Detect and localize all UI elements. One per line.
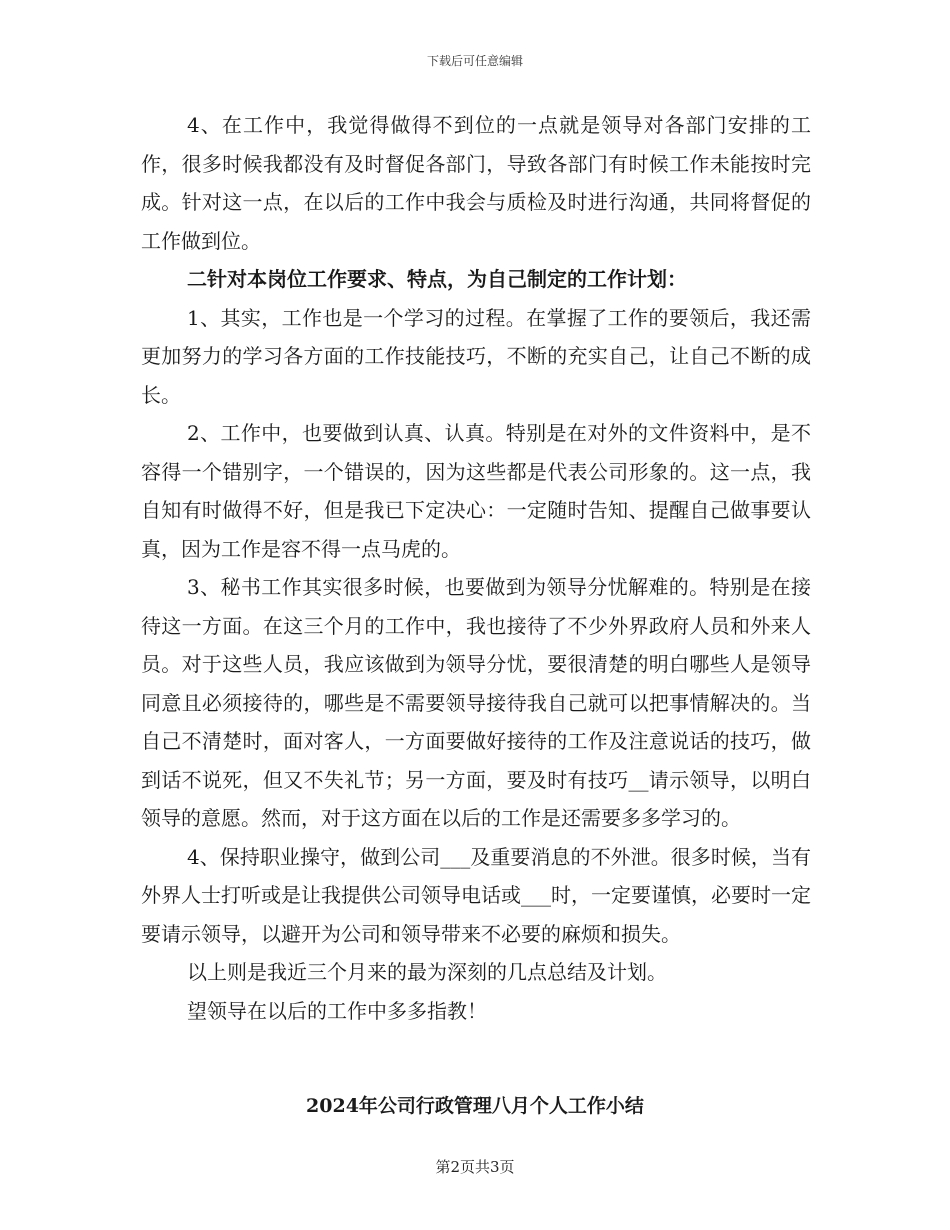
document-body [141,106,811,1030]
next-document-title: 2024年公司行政管理八月个人工作小结 [306,1095,644,1117]
paragraph-point-4-work: 4、在工作中，我觉得做得不到位的一点就是领导对各部门安排的工作，很多时候我都没有及时督促各部门，导致各部门有时候工作未能按时完成。针对这一点，在以后的工作中我会与质检及时进行沟通，共同将督促的工作做到位。 [141,113,811,253]
section-heading-work-plan: 二针对本岗位工作要求、特点，为自己制定的工作计划： [187,267,687,291]
paragraph-summary: 以上则是我近三个月来的最为深刻的几点总结及计划。 [187,960,667,984]
paragraph-plan-1: 1、其实，工作也是一个学习的过程。在掌握了工作的要领后，我还需更加努力的学习各方面的工作技能技巧，不断的充实自己，让自己不断的成长。 [141,305,811,407]
paragraph-closing: 望领导在以后的工作中多多指教！ [187,998,487,1023]
paragraph-plan-3: 3、秘书工作其实很多时候，也要做到为领导分忧解难的。特别是在接待这一方面。在这三个月的工作中，我也接待了不少外界政府人员和外来人员。对于这些人员，我应该做到为领导分忧，要很清楚的明白哪些人是领导同意且必须接待的，哪些是不需要领导接待我自己就可以把事情解决的。当自己不清楚时，面对客人，一方面要做好接待的工作及注意说话的技巧，做到话不说死，但又不失礼节；另一方面，要及时有技巧__请示领导，以明白领导的意愿。然而，对于这方面在以后的工作是还需要多多学习的。 [141,575,811,830]
paragraph-plan-2: 2、工作中，也要做到认真、认真。特别是在对外的文件资料中，是不容得一个错别字，一个错误的，因为这些都是代表公司形象的。这一点，我自知有时做得不好，但是我已下定决心：一定随时告知、提醒自己做事要认真，因为工作是容不得一点马虎的。 [141,421,811,561]
page-footer: 第2页共3页 [435,1158,515,1176]
paragraph-plan-4: 4、保持职业操守，做到公司___及重要消息的不外泄。很多时候，当有外界人士打听或是让我提供公司领导电话或___时，一定要谨慎，必要时一定要请示领导，以避开为公司和领导带来不必要的麻烦和损失。 [141,844,811,946]
page-header: 下载后可任意编辑 [426,54,523,68]
